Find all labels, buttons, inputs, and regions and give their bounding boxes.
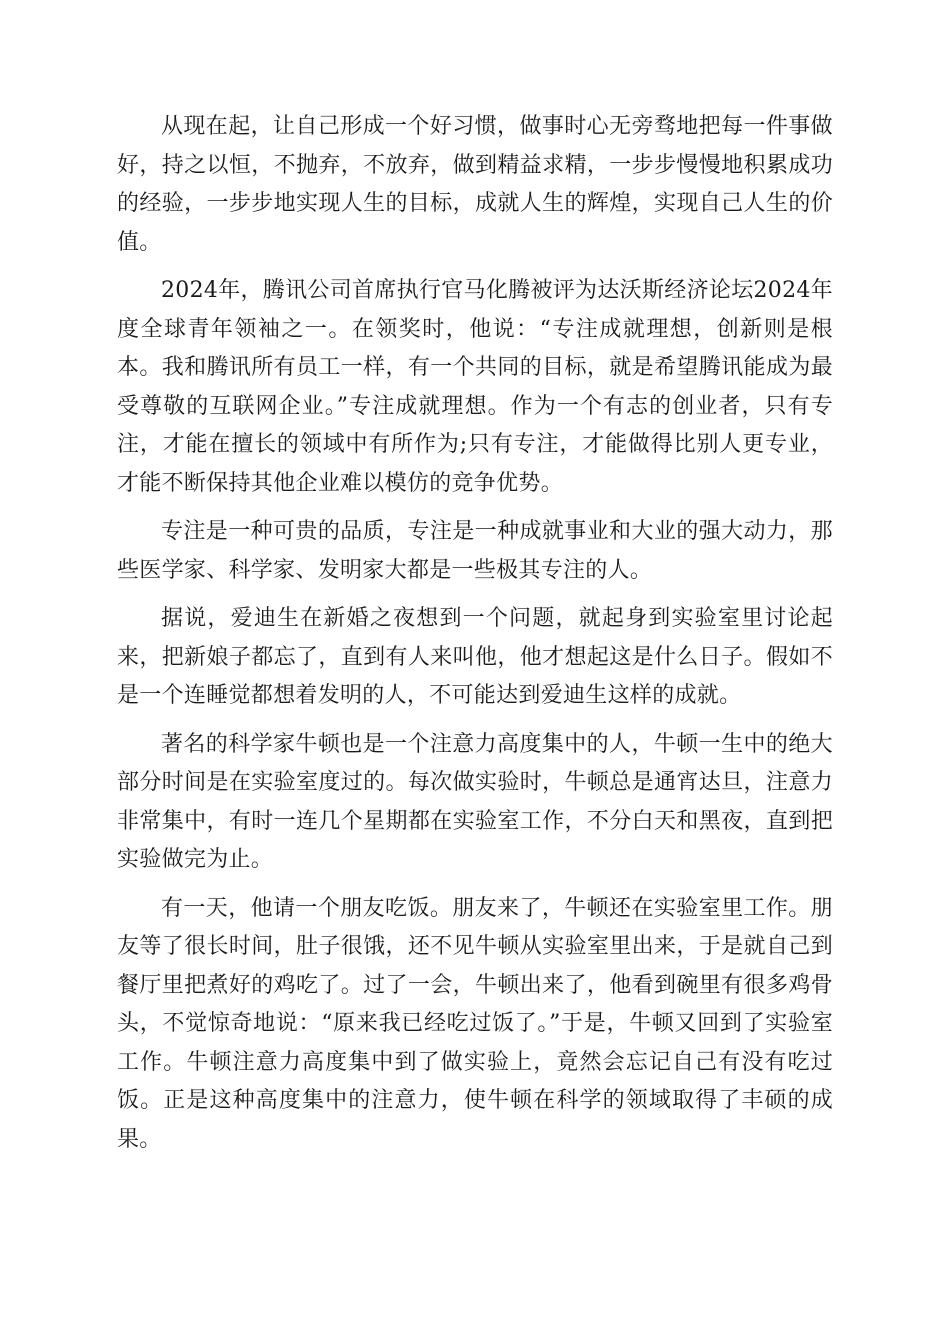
paragraph-focus-quality: 专注是一种可贵的品质，专注是一种成就事业和大业的强大动力，那些医学家、科学家、发明家大都是一些极其专注的人。 — [117, 519, 833, 583]
paragraph-edison: 据说，爱迪生在新婚之夜想到一个问题，就起身到实验室里讨论起来，把新娘子都忘了，直到有人来叫他，他才想起这是什么日子。假如不是一个连睡觉都想着发明的人，不可能达到爱迪生这样的成就。 — [117, 606, 833, 708]
paragraph-tencent: 2024年，腾讯公司首席执行官马化腾被评为达沃斯经济论坛2024年度全球青年领袖之一。在领奖时，他说：“专注成就理想，创新则是根本。我和腾讯所有员工一样，有一个共同的目标，就是希望腾讯能成为最受尊敬的互联网企业。”专注成就理想。作为一个有志的创业者，只有专注，才能在擅长的领域中有所作为;只有专注，才能做得比别人更专业，才能不断保持其他企业难以模仿的竞争优势。 — [117, 278, 833, 496]
paragraph-newton-dinner: 有一天，他请一个朋友吃饭。朋友来了，牛顿还在实验室里工作。朋友等了很长时间，肚子很饿，还不见牛顿从实验室里出来，于是就自己到餐厅里把煮好的鸡吃了。过了一会，牛顿出来了，他看到碗里有很多鸡骨头，不觉惊奇地说：“原来我已经吃过饭了。”于是，牛顿又回到了实验室工作。牛顿注意力高度集中到了做实验上，竟然会忘记自己有没有吃过饭。正是这种高度集中的注意力，使牛顿在科学的领域取得了丰硕的成果。 — [117, 895, 833, 1152]
paragraph-newton-lab: 著名的科学家牛顿也是一个注意力高度集中的人，牛顿一生中的绝大部分时间是在实验室度过的。每次做实验时，牛顿总是通宵达旦，注意力非常集中，有时一连几个星期都在实验室工作，不分白天和黑夜，直到把实验做完为止。 — [117, 731, 833, 872]
document-body — [117, 108, 833, 1169]
paragraph-habit: 从现在起，让自己形成一个好习惯，做事时心无旁骛地把每一件事做好，持之以恒，不抛弃，不放弃，做到精益求精，一步步慢慢地积累成功的经验，一步步地实现人生的目标，成就人生的辉煌，实现自己人生的价值。 — [117, 114, 833, 255]
